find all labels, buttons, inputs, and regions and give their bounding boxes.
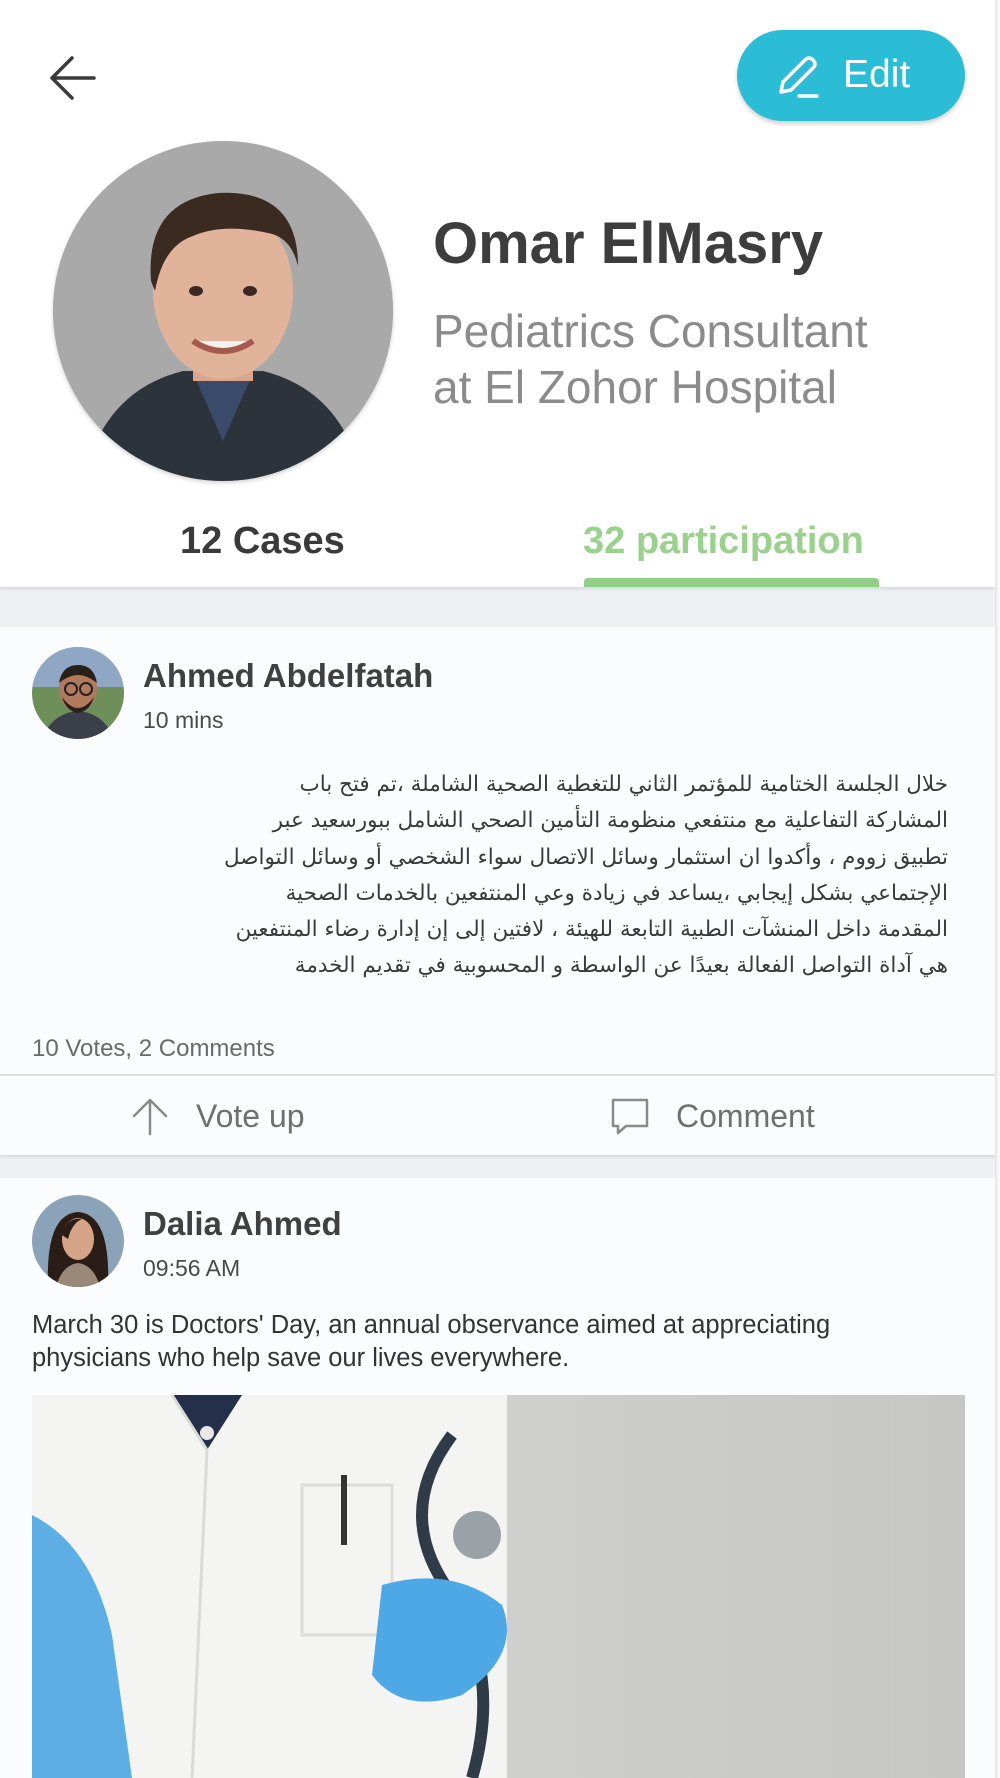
tab-participation[interactable]: 32 participation bbox=[583, 520, 864, 562]
arrow-up-icon bbox=[130, 1096, 170, 1136]
doctor-photo bbox=[32, 1395, 965, 1778]
profile-title-line2: at El Zohor Hospital bbox=[433, 361, 837, 413]
post-author-avatar[interactable] bbox=[32, 1195, 124, 1287]
author-photo bbox=[32, 647, 124, 739]
tab-cases[interactable]: 12 Cases bbox=[180, 520, 345, 562]
post-body-line: المقدمة داخل المنشآت الطبية التابعة للهيئة ، لافتين إلى إن إدارة رضاء المنتفعين bbox=[235, 917, 948, 943]
post-card bbox=[0, 627, 995, 1155]
comment-button[interactable] bbox=[610, 1077, 815, 1155]
post-body: March 30 is Doctors' Day, an annual observance aimed at appreciating physicians who help save our lives everywhere. bbox=[32, 1311, 831, 1372]
post-author-avatar[interactable] bbox=[32, 647, 124, 739]
speech-bubble-icon bbox=[610, 1096, 650, 1136]
comment-label: Comment bbox=[676, 1097, 815, 1134]
post-timestamp: 09:56 AM bbox=[143, 1255, 241, 1281]
post-body-line: خلال الجلسة الختامية للمؤتمر الثاني للتغطية الصحية الشاملة ،تم فتح باب bbox=[299, 772, 948, 797]
arrow-left-icon bbox=[44, 48, 104, 108]
profile-photo bbox=[53, 141, 393, 481]
post-card bbox=[0, 1178, 995, 1778]
post-engagement-count[interactable]: 10 Votes, 2 Comments bbox=[32, 1035, 275, 1062]
edit-profile-button[interactable] bbox=[737, 30, 965, 121]
post-timestamp: 10 mins bbox=[143, 707, 224, 733]
post-author-name[interactable]: Dalia Ahmed bbox=[143, 1205, 342, 1242]
profile-header bbox=[0, 0, 995, 587]
post-body bbox=[60, 767, 948, 985]
post-author-name[interactable]: Ahmed Abdelfatah bbox=[143, 657, 434, 694]
post-body-line: المشاركة التفاعلية مع منتفعي منظومة التأمين الصحي الشامل ببورسعيد عبر bbox=[272, 808, 948, 834]
profile-title bbox=[433, 303, 953, 415]
pencil-icon bbox=[773, 52, 821, 100]
profile-title-line1: Pediatrics Consultant bbox=[433, 305, 868, 357]
post-body-line: تطبيق زووم ، وأكدوا ان استثمار وسائل الاتصال سواء الشخصي أو وسائل التواصل bbox=[223, 844, 948, 870]
profile-avatar bbox=[53, 141, 393, 481]
active-tab-indicator bbox=[584, 578, 879, 587]
post-body-line: الإجتماعي بشكل إيجابي ،يساعد في زيادة وعي المنتفعين بالخدمات الصحية bbox=[285, 880, 948, 906]
screen-edge bbox=[995, 0, 1000, 1778]
post-body-line: هي آداة التواصل الفعالة بعيدًا عن الواسطة و المحسوبية في تقديم الخدمة bbox=[294, 953, 948, 979]
edit-button-label: Edit bbox=[843, 53, 911, 96]
back-button[interactable] bbox=[44, 48, 104, 108]
profile-name: Omar ElMasry bbox=[433, 211, 824, 276]
vote-up-button[interactable] bbox=[130, 1077, 305, 1155]
author-photo bbox=[32, 1195, 124, 1287]
post-image[interactable] bbox=[32, 1395, 965, 1778]
vote-up-label: Vote up bbox=[196, 1097, 305, 1134]
post-divider bbox=[0, 1074, 995, 1076]
